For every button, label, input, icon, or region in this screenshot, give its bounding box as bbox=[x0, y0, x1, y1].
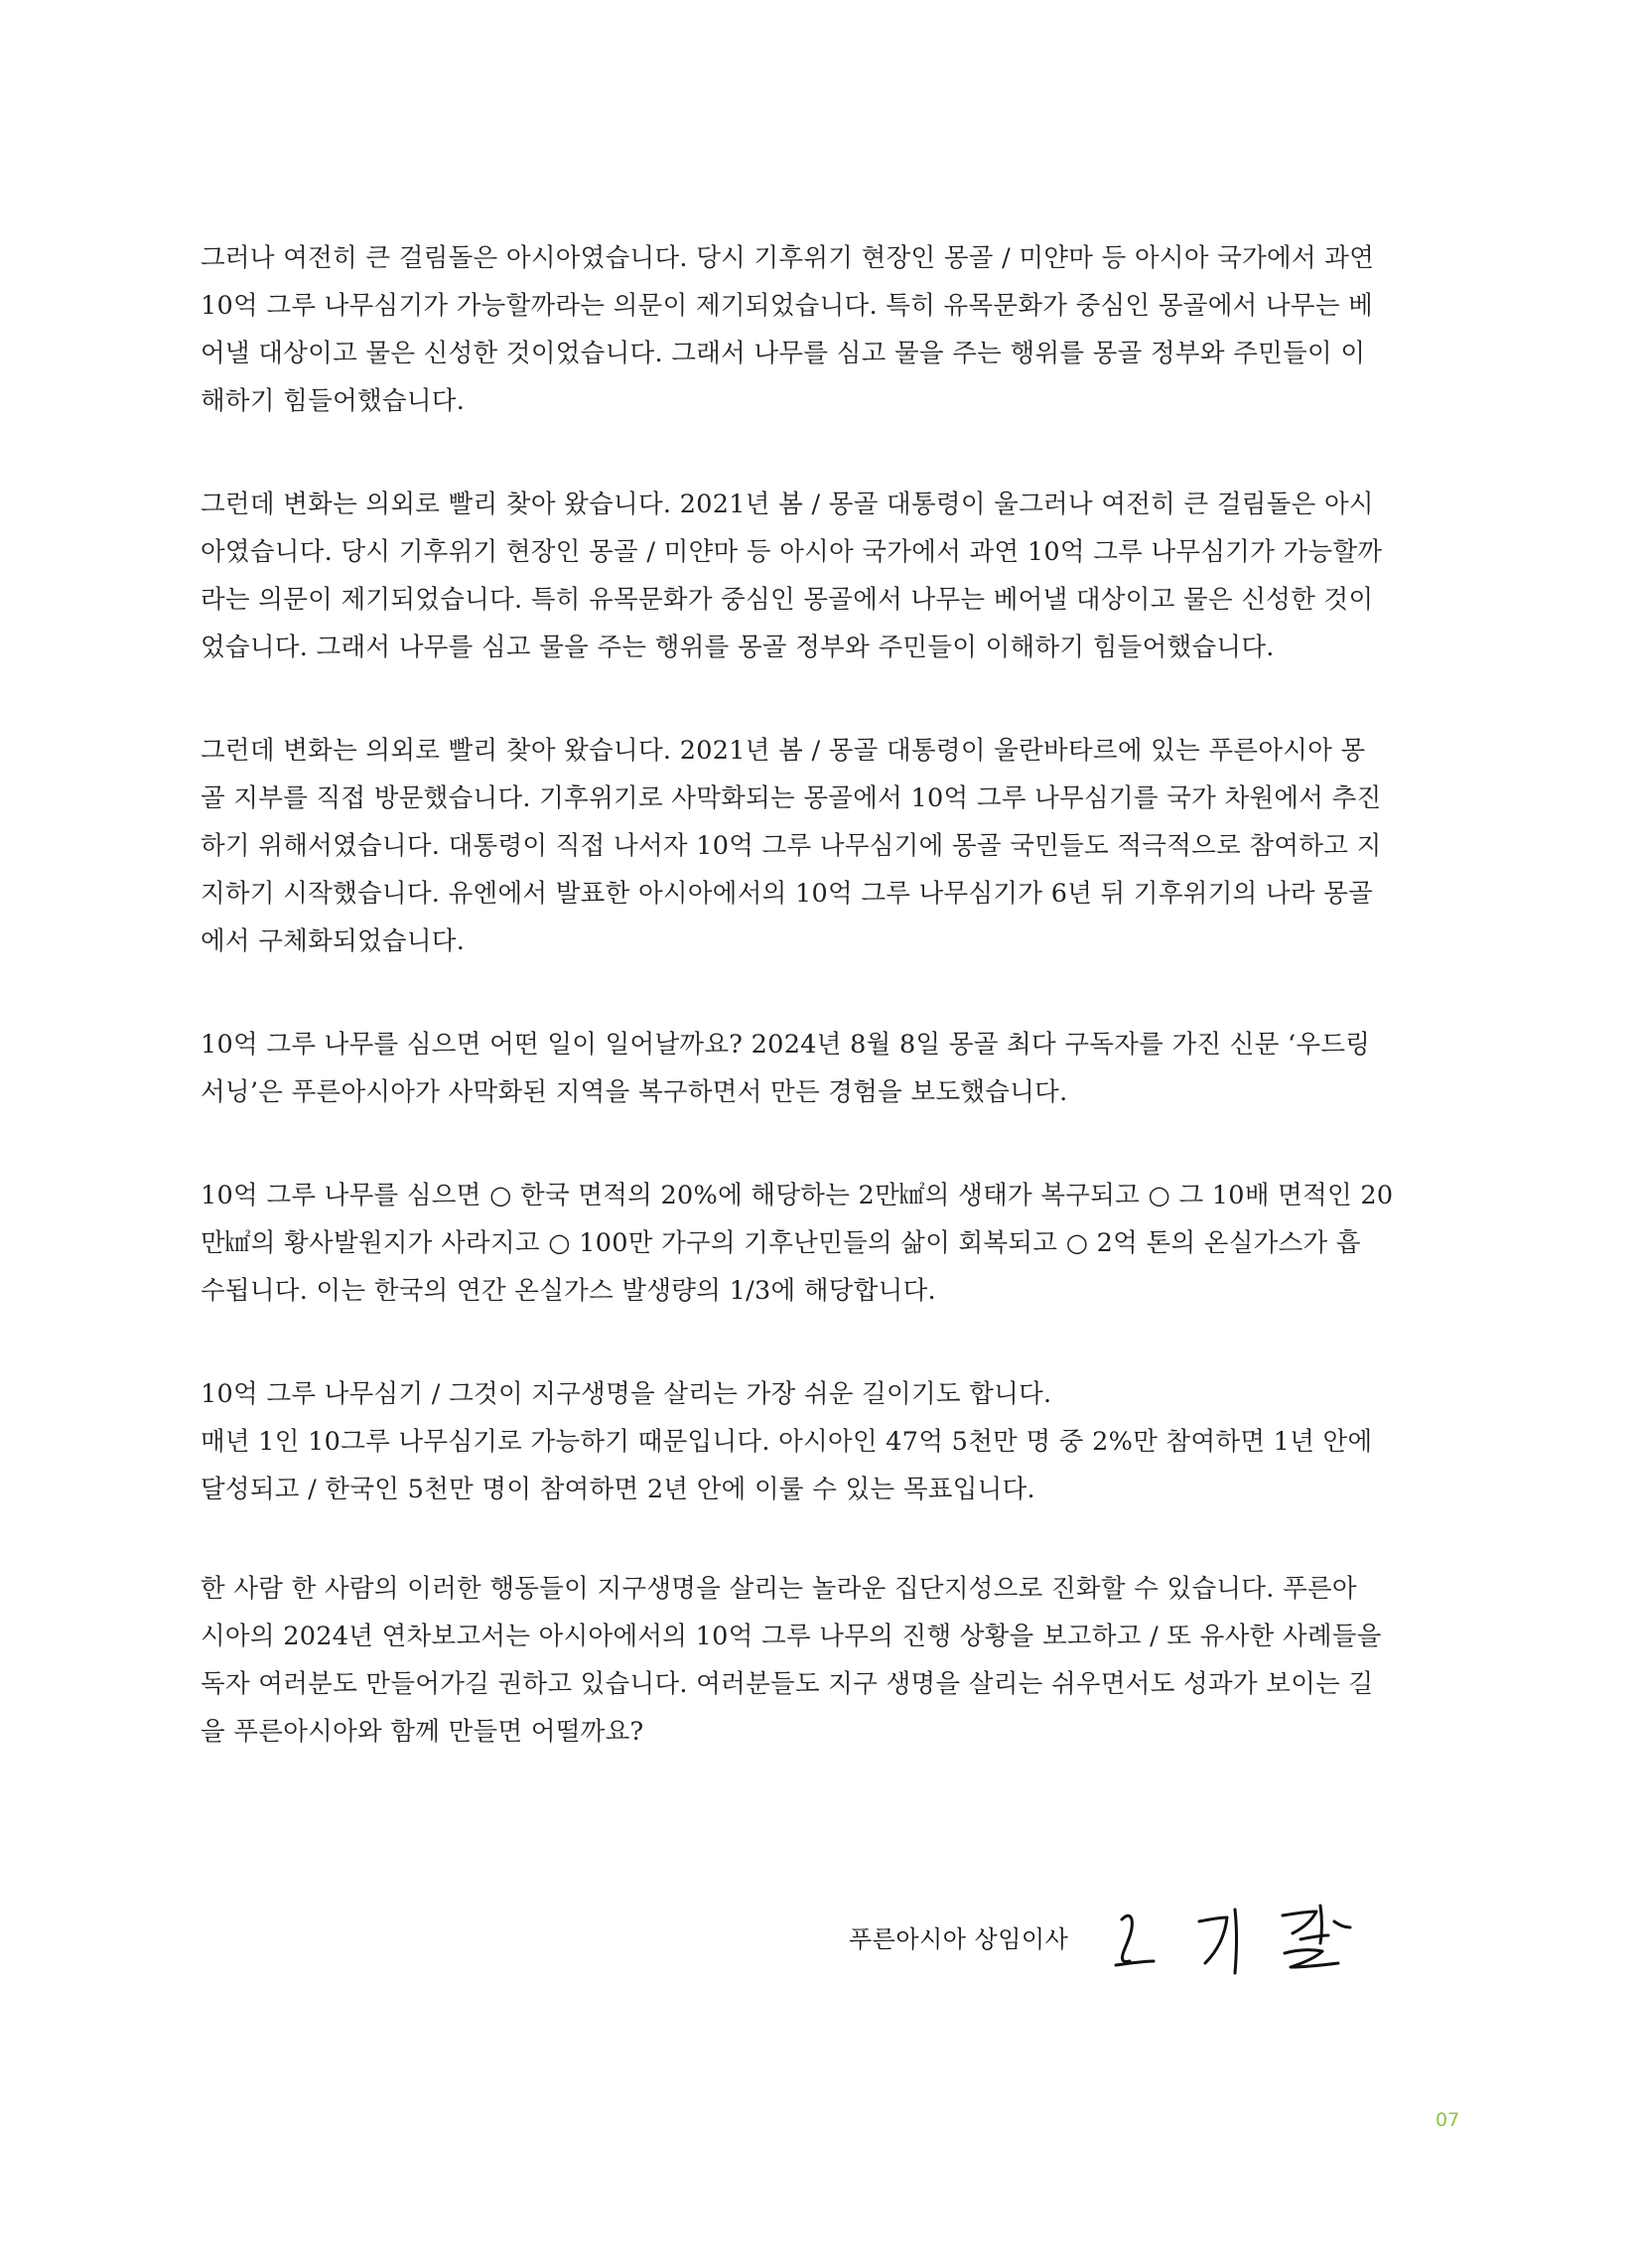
paragraph-line: 하기 위해서였습니다. 대통령이 직접 나서자 10억 그루 나무심기에 몽골 국민들도 적극적으로 참여하고 지 bbox=[201, 831, 1382, 861]
paragraph-line: 서닝’은 푸른아시아가 사막화된 지역을 복구하면서 만든 경험을 보도했습니다. bbox=[201, 1077, 1068, 1107]
paragraph-line: 시아의 2024년 연차보고서는 아시아에서의 10억 그루 나무의 진행 상황을 보고하고 / 또 유사한 사례들을 bbox=[201, 1622, 1382, 1651]
paragraph-line: 아였습니다. 당시 기후위기 현장인 몽골 / 미얀마 등 아시아 국가에서 과연 10억 그루 나무심기가 가능할까 bbox=[201, 537, 1383, 567]
paragraph-4 bbox=[201, 1021, 1436, 1116]
letter-body bbox=[201, 234, 1436, 1811]
paragraph-line: 그런데 변화는 의외로 빨리 찾아 왔습니다. 2021년 봄 / 몽골 대통령이 울그러나 여전히 큰 걸림돌은 아시 bbox=[201, 490, 1374, 519]
paragraph-line: 수됩니다. 이는 한국의 연간 온실가스 발생량의 1/3에 해당합니다. bbox=[201, 1276, 936, 1306]
paragraph-line: 라는 의문이 제기되었습니다. 특히 유목문화가 중심인 몽골에서 나무는 베어낼 대상이고 물은 신성한 것이 bbox=[201, 585, 1374, 615]
paragraph-line: 골 지부를 직접 방문했습니다. 기후위기로 사막화되는 몽골에서 10억 그루 나무심기를 국가 차원에서 추진 bbox=[201, 783, 1382, 813]
paragraph-3 bbox=[201, 727, 1436, 965]
signature-block bbox=[849, 1892, 1376, 1981]
paragraph-line: 그런데 변화는 의외로 빨리 찾아 왔습니다. 2021년 봄 / 몽골 대통령이 울란바타르에 있는 푸른아시아 몽 bbox=[201, 736, 1366, 766]
paragraph-line: 10억 그루 나무심기 / 그것이 지구생명을 살리는 가장 쉬운 길이기도 합니다. bbox=[201, 1379, 1052, 1409]
paragraph-line: 어낼 대상이고 물은 신성한 것이었습니다. 그래서 나무를 심고 물을 주는 행위를 몽골 정부와 주민들이 이 bbox=[201, 339, 1366, 368]
paragraph-line: 었습니다. 그래서 나무를 심고 물을 주는 행위를 몽골 정부와 주민들이 이해하기 힘들어했습니다. bbox=[201, 633, 1275, 662]
paragraph-line: 매년 1인 10그루 나무심기로 가능하기 때문입니다. 아시아인 47억 5천만 명 중 2%만 참여하면 1년 안에 bbox=[201, 1427, 1373, 1457]
paragraph-line: 그러나 여전히 큰 걸림돌은 아시아였습니다. 당시 기후위기 현장인 몽골 / 미얀마 등 아시아 국가에서 과연 bbox=[201, 243, 1375, 273]
handwritten-signature bbox=[1108, 1892, 1376, 1981]
paragraph-6 bbox=[201, 1370, 1436, 1513]
signer-title: 푸른아시아 상임이사 bbox=[849, 1924, 1069, 1953]
paragraph-line: 지하기 시작했습니다. 유엔에서 발표한 아시아에서의 10억 그루 나무심기가 6년 뒤 기후위기의 나라 몽골 bbox=[201, 879, 1374, 909]
paragraph-line: 만㎢의 황사발원지가 사라지고 ○ 100만 가구의 기후난민들의 삶이 회복되고 ○ 2억 톤의 온실가스가 흡 bbox=[201, 1228, 1361, 1258]
paragraph-line: 을 푸른아시아와 함께 만들면 어떨까요? bbox=[201, 1717, 644, 1747]
paragraph-line: 10억 그루 나무를 심으면 ○ 한국 면적의 20%에 해당하는 2만㎢의 생태가 복구되고 ○ 그 10배 면적인 20 bbox=[201, 1181, 1394, 1210]
paragraph-line: 한 사람 한 사람의 이러한 행동들이 지구생명을 살리는 놀라운 집단지성으로 진화할 수 있습니다. 푸른아 bbox=[201, 1574, 1357, 1604]
paragraph-line: 해하기 힘들어했습니다. bbox=[201, 386, 466, 416]
paragraph-1 bbox=[201, 234, 1436, 425]
paragraph-5 bbox=[201, 1172, 1436, 1315]
paragraph-line: 달성되고 / 한국인 5천만 명이 참여하면 2년 안에 이룰 수 있는 목표입니다. bbox=[201, 1475, 1035, 1504]
paragraph-line: 에서 구체화되었습니다. bbox=[201, 926, 466, 956]
paragraph-line: 10억 그루 나무심기가 가능할까라는 의문이 제기되었습니다. 특히 유목문화가 중심인 몽골에서 나무는 베 bbox=[201, 291, 1374, 321]
paragraph-7 bbox=[201, 1565, 1436, 1756]
page-number: 07 bbox=[1436, 2109, 1460, 2131]
paragraph-line: 독자 여러분도 만들어가길 권하고 있습니다. 여러분들도 지구 생명을 살리는 쉬우면서도 성과가 보이는 길 bbox=[201, 1669, 1374, 1699]
paragraph-line: 10억 그루 나무를 심으면 어떤 일이 일어날까요? 2024년 8월 8일 몽골 최다 구독자를 가진 신문 ‘우드링 bbox=[201, 1030, 1371, 1060]
paragraph-2 bbox=[201, 481, 1436, 671]
